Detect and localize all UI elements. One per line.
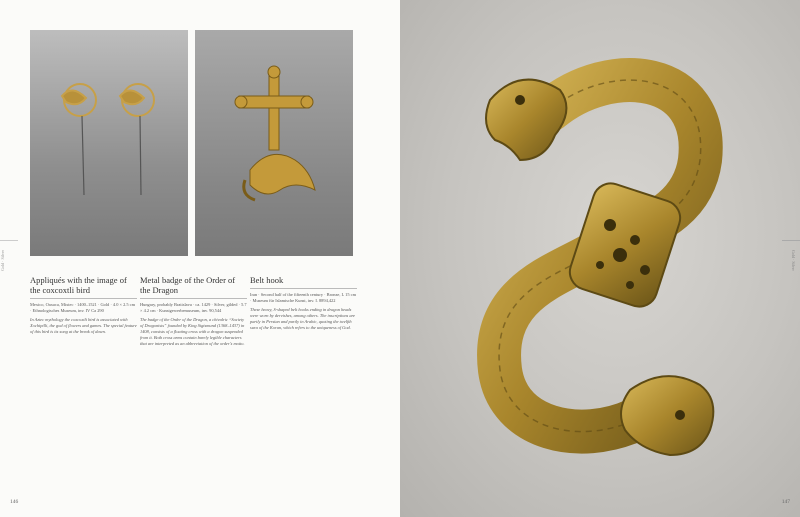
photo-coxcoxtli-appliques [30,30,188,256]
belt-hook-photo [460,40,740,480]
dragon-head-top [486,80,566,160]
side-label-right: Gold · Silver [791,250,796,271]
caption-coxcoxtli [30,275,137,335]
caption-meta: Hungary, probably Bratislava · ca. 1429 · Silver, gilded · 5.7 × 4.2 cm · Kunstgewerbemuseum, inv. 90,544 [140,302,247,313]
section-marker [0,240,18,241]
caption-belt-hook [250,275,357,331]
caption-rule [30,298,137,299]
caption-title: Appliqués with the image of the coxcoxtli bird [30,275,127,295]
page-number-left: 146 [10,499,19,505]
caption-dragon-badge [140,275,247,347]
appliques-image [62,84,154,195]
page-number-right: 147 [781,499,790,505]
caption-rule [250,288,357,289]
caption-title: Belt hook [250,275,284,285]
side-label-left: Gold · Silver [0,250,5,271]
caption-rule [140,298,247,299]
section-marker [782,240,800,241]
caption-desc: These heavy, S-shaped belt hooks ending in dragon heads were worn by dervishes, among others. The inscriptions are partly in Persian and partly in Arabic, quoting the twelfth sura of the Koran, which refers to the uniqueness of God. [250,307,356,330]
caption-title: Metal badge of the Order of the Dragon [140,275,236,295]
caption-meta: Iran · Second half of the fifteenth century · Bronze, L 15 cm · Museum für Islamische Kunst, inv. I. 8894,422 [250,292,357,303]
caption-desc: In Aztec mythology the coxcoxtli bird is associated with Xochipilli, the god of flowers and games. The special feature of this bird is its song at the break of dawn. [30,317,137,334]
caption-meta: Mexico, Oaxaca, Mixtec · 1400–1521 · Gold · 4.0 × 2.5 cm · Ethnologisches Museum, inv. IV Ca 290 [30,302,136,313]
photo-dragon-order-badge [195,30,353,256]
dragon-badge-image [235,66,315,200]
caption-desc: The badge of the Order of the Dragon, a chivalric “Society of Dragonists” founded by King Sigismund (1368–1437) in 1408, consists of a floating cross with a dragon suspended from it. Both cross arms contain barely legible characters that are interpreted as an abbreviation of the order’s motto. [140,317,245,346]
